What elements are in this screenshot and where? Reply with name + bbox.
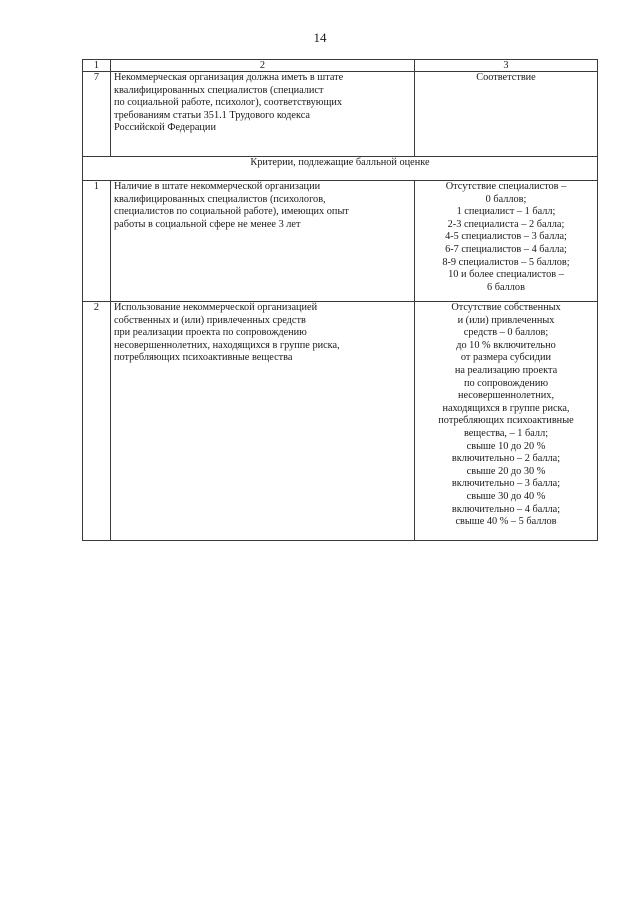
score-cell — [415, 302, 598, 541]
criterion-line: Наличие в штате некоммерческой организации — [114, 181, 321, 192]
score-line: Отсутствие специалистов – — [445, 181, 567, 192]
criterion-line: Российской Федерации — [114, 122, 216, 134]
criterion-line: работы в социальной сфере не менее 3 лет — [114, 218, 301, 230]
score-line: 0 баллов; — [485, 193, 527, 205]
score-line: 2-3 специалиста – 2 балла; — [447, 218, 565, 230]
score-line: 4-5 специалистов – 3 балла; — [445, 231, 567, 243]
score-line: Соответствие — [476, 72, 536, 83]
score-line: находящихся в группе риска, — [442, 402, 570, 414]
criterion-line: при реализации проекта по сопровождению — [114, 327, 307, 339]
section-header-row — [83, 157, 598, 181]
score-line: Отсутствие собственных — [451, 302, 561, 313]
score-line: 6 баллов — [487, 281, 525, 293]
score-line: включительно – 3 балла; — [451, 478, 561, 490]
criterion-line: Некоммерческая организация должна иметь в штате — [114, 72, 344, 83]
score-line: 10 и более специалистов – — [448, 269, 564, 281]
row-number: 2 — [83, 302, 111, 541]
score-line: свыше 10 до 20 % — [466, 440, 546, 452]
score-line: и (или) привлеченных — [457, 314, 555, 326]
score-line: 1 специалист – 1 балл; — [456, 206, 556, 218]
page-number: 14 — [313, 30, 327, 45]
score-line: на реализацию проекта — [454, 364, 558, 376]
criterion-line: требованиям статьи 351.1 Трудового кодекса — [114, 109, 310, 121]
score-line: свыше 20 до 30 % — [466, 465, 546, 477]
header-cell-1: 1 — [83, 60, 111, 72]
criterion-line: квалифицированных специалистов (специалист — [114, 84, 324, 96]
criteria-table — [82, 59, 598, 541]
row-number: 7 — [83, 72, 111, 157]
header-cell-2: 2 — [111, 60, 415, 72]
score-line: средств – 0 баллов; — [463, 327, 549, 339]
score-line: включительно – 4 балла; — [451, 503, 561, 515]
score-cell — [415, 72, 598, 157]
score-line: свыше 30 до 40 % — [466, 490, 546, 502]
criterion-line: квалифицированных специалистов (психологов, — [114, 193, 326, 205]
score-line: свыше 40 % – 5 баллов — [455, 516, 557, 528]
score-line: 8-9 специалистов – 5 баллов; — [442, 256, 570, 268]
criterion-line: специалистов по социальной работе), имеющих опыт — [114, 206, 349, 218]
criterion-cell — [111, 72, 415, 157]
row-number: 1 — [83, 181, 111, 302]
criterion-line: потребляющих психоактивные вещества — [114, 352, 293, 364]
section-title: Критерии, подлежащие балльной оценке — [83, 157, 598, 181]
criterion-line: по социальной работе, психолог), соответствующих — [114, 97, 343, 109]
score-line: потребляющих психоактивные — [438, 415, 574, 427]
table-row — [83, 72, 598, 157]
score-line: несовершеннолетних, — [457, 390, 555, 402]
score-line: 6-7 специалистов – 4 балла; — [445, 243, 567, 255]
criterion-line: Использование некоммерческой организацией — [114, 302, 318, 313]
score-line: до 10 % включительно — [456, 339, 556, 351]
table-header-row — [83, 60, 598, 72]
criterion-line: собственных и (или) привлеченных средств — [114, 314, 306, 326]
score-line: включительно – 2 балла; — [451, 453, 561, 465]
score-line: от размера субсидии — [460, 352, 552, 364]
score-cell — [415, 181, 598, 302]
score-line: вещества, – 1 балл; — [463, 427, 549, 439]
table-row — [83, 302, 598, 541]
score-line: по сопровождению — [463, 377, 549, 389]
criterion-cell — [111, 302, 415, 541]
criterion-cell — [111, 181, 415, 302]
criterion-line: несовершеннолетних, находящихся в группе риска, — [114, 339, 340, 351]
header-cell-3: 3 — [415, 60, 598, 72]
table-row — [83, 181, 598, 302]
